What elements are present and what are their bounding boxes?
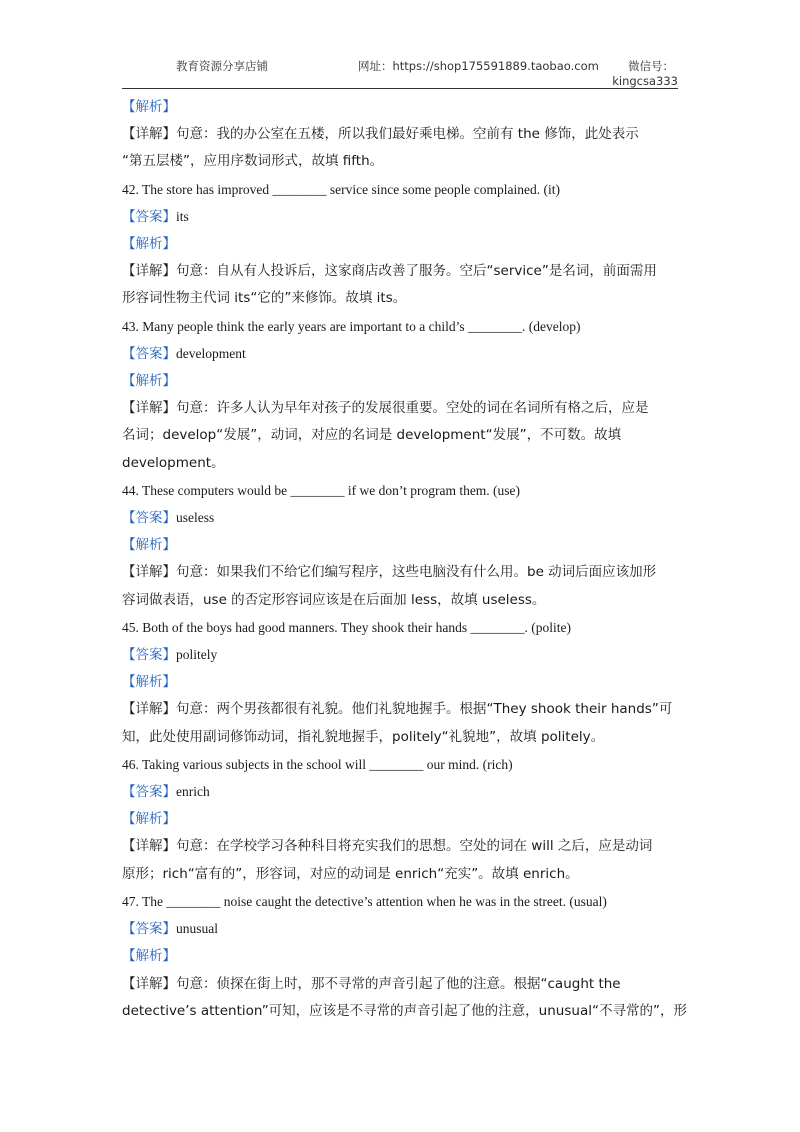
answer-value: development: [176, 345, 246, 361]
answer-line: [122, 778, 678, 806]
detail-text: 句意：如果我们不给它们编写程序，这些电脑没有什么用。be 动词后面应该加形: [176, 564, 657, 581]
analysis-tag: 【解析】: [122, 811, 176, 828]
detail-tag: 【详解】: [122, 263, 176, 280]
text-line: detective’s attention”可知，应该是不寻常的声音引起了他的注意，unusual“不寻常的”，形: [122, 1002, 687, 1019]
question-line: 44. These computers would be ________ if we don’t program them. (use): [122, 482, 521, 498]
analysis-heading: [122, 669, 678, 696]
detail-line: [122, 971, 678, 998]
question-line: 43. Many people think the early years are important to a child’s ________. (develop): [122, 318, 581, 334]
analysis-heading: [122, 943, 678, 970]
detail-text: 句意：我的办公室在五楼，所以我们最好乘电梯。空前有 the 修饰，此处表示: [176, 126, 639, 143]
shop-url: 网址：https://shop175591889.taobao.com: [358, 59, 599, 73]
detail-line: [122, 258, 678, 285]
answer-line: [122, 203, 678, 231]
analysis-heading: [122, 806, 678, 833]
answer-value: enrich: [176, 784, 210, 800]
question-line: 42. The store has improved ________ service since some people complained. (it): [122, 181, 561, 197]
analysis-heading: [122, 368, 678, 395]
detail-tag: 【详解】: [122, 126, 176, 143]
detail-text: 句意：在学校学习各种科目将充实我们的思想。空处的词在 will 之后，应是动词: [176, 838, 653, 855]
answer-tag: 【答案】: [122, 647, 176, 664]
text-line: 形容词性物主代词 its“它的”来修饰。故填 its。: [122, 290, 407, 307]
analysis-tag: 【解析】: [122, 99, 176, 115]
answer-line: [122, 504, 678, 532]
detail-line: [122, 559, 678, 586]
answer-line: [122, 340, 678, 368]
header-divider: [122, 88, 678, 89]
answer-value: its: [176, 208, 189, 224]
analysis-tag: 【解析】: [122, 674, 176, 691]
question-line: 45. Both of the boys had good manners. They shook their hands ________. (polite): [122, 619, 571, 635]
answer-tag: 【答案】: [122, 345, 176, 362]
text-line: 知，此处使用副词修饰动词，指礼貌地握手，politely“礼貌地”，故填 politely。: [122, 728, 605, 745]
answer-value: politely: [176, 647, 218, 663]
detail-tag: 【详解】: [122, 975, 176, 992]
text-line: 原形；rich“富有的”，形容词，对应的动词是 enrich“充实”。故填 enrich。: [122, 865, 579, 882]
detail-line: [122, 395, 678, 422]
answer-line: [122, 641, 678, 669]
analysis-tag: 【解析】: [122, 537, 176, 554]
detail-text: 句意：许多人认为早年对孩子的发展很重要。空处的词在名词所有格之后，应是: [176, 400, 649, 417]
shop-name: 教育资源分享店铺: [176, 59, 268, 73]
analysis-tag: 【解析】: [122, 236, 176, 253]
detail-line: [122, 121, 678, 148]
answer-line: [122, 915, 678, 943]
detail-tag: 【详解】: [122, 701, 176, 718]
answer-value: unusual: [176, 921, 218, 937]
detail-text: 句意：侦探在街上时，那不寻常的声音引起了他的注意。根据“caught the: [176, 975, 621, 992]
page-header: [122, 50, 678, 90]
detail-tag: 【详解】: [122, 838, 176, 855]
text-line: 容词做表语，use 的否定形容词应该是在后面加 less，故填 useless。: [122, 591, 546, 608]
detail-line: [122, 833, 678, 860]
detail-tag: 【详解】: [122, 400, 176, 417]
analysis-tag: 【解析】: [122, 948, 176, 965]
question-line: 47. The ________ noise caught the detective’s attention when he was in the street. (usual): [122, 893, 607, 909]
analysis-tag: 【解析】: [122, 373, 176, 390]
analysis-heading: [122, 532, 678, 559]
document-body: [122, 94, 687, 1025]
text-line: development。: [122, 454, 225, 471]
analysis-heading: [122, 94, 678, 121]
analysis-heading: [122, 231, 678, 258]
question-line: 46. Taking various subjects in the school will ________ our mind. (rich): [122, 756, 513, 772]
answer-tag: 【答案】: [122, 784, 176, 801]
answer-tag: 【答案】: [122, 510, 176, 527]
answer-value: useless: [176, 510, 215, 526]
wechat-id: kingcsa333: [612, 74, 678, 88]
text-line: 名词；develop“发展”，动词，对应的名词是 development“发展”，不可数。故填: [122, 427, 622, 444]
detail-text: 句意：两个男孩都很有礼貌。他们礼貌地握手。根据“They shook their hands”可: [176, 701, 673, 718]
answer-tag: 【答案】: [122, 208, 176, 225]
detail-line: [122, 696, 678, 723]
detail-tag: 【详解】: [122, 564, 176, 581]
wechat-label: 微信号：: [628, 59, 674, 73]
detail-text: 句意：自从有人投诉后，这家商店改善了服务。空后“service”是名词，前面需用: [176, 263, 657, 280]
text-line: “第五层楼”，应用序数词形式，故填 fifth。: [122, 153, 384, 170]
answer-tag: 【答案】: [122, 921, 176, 938]
